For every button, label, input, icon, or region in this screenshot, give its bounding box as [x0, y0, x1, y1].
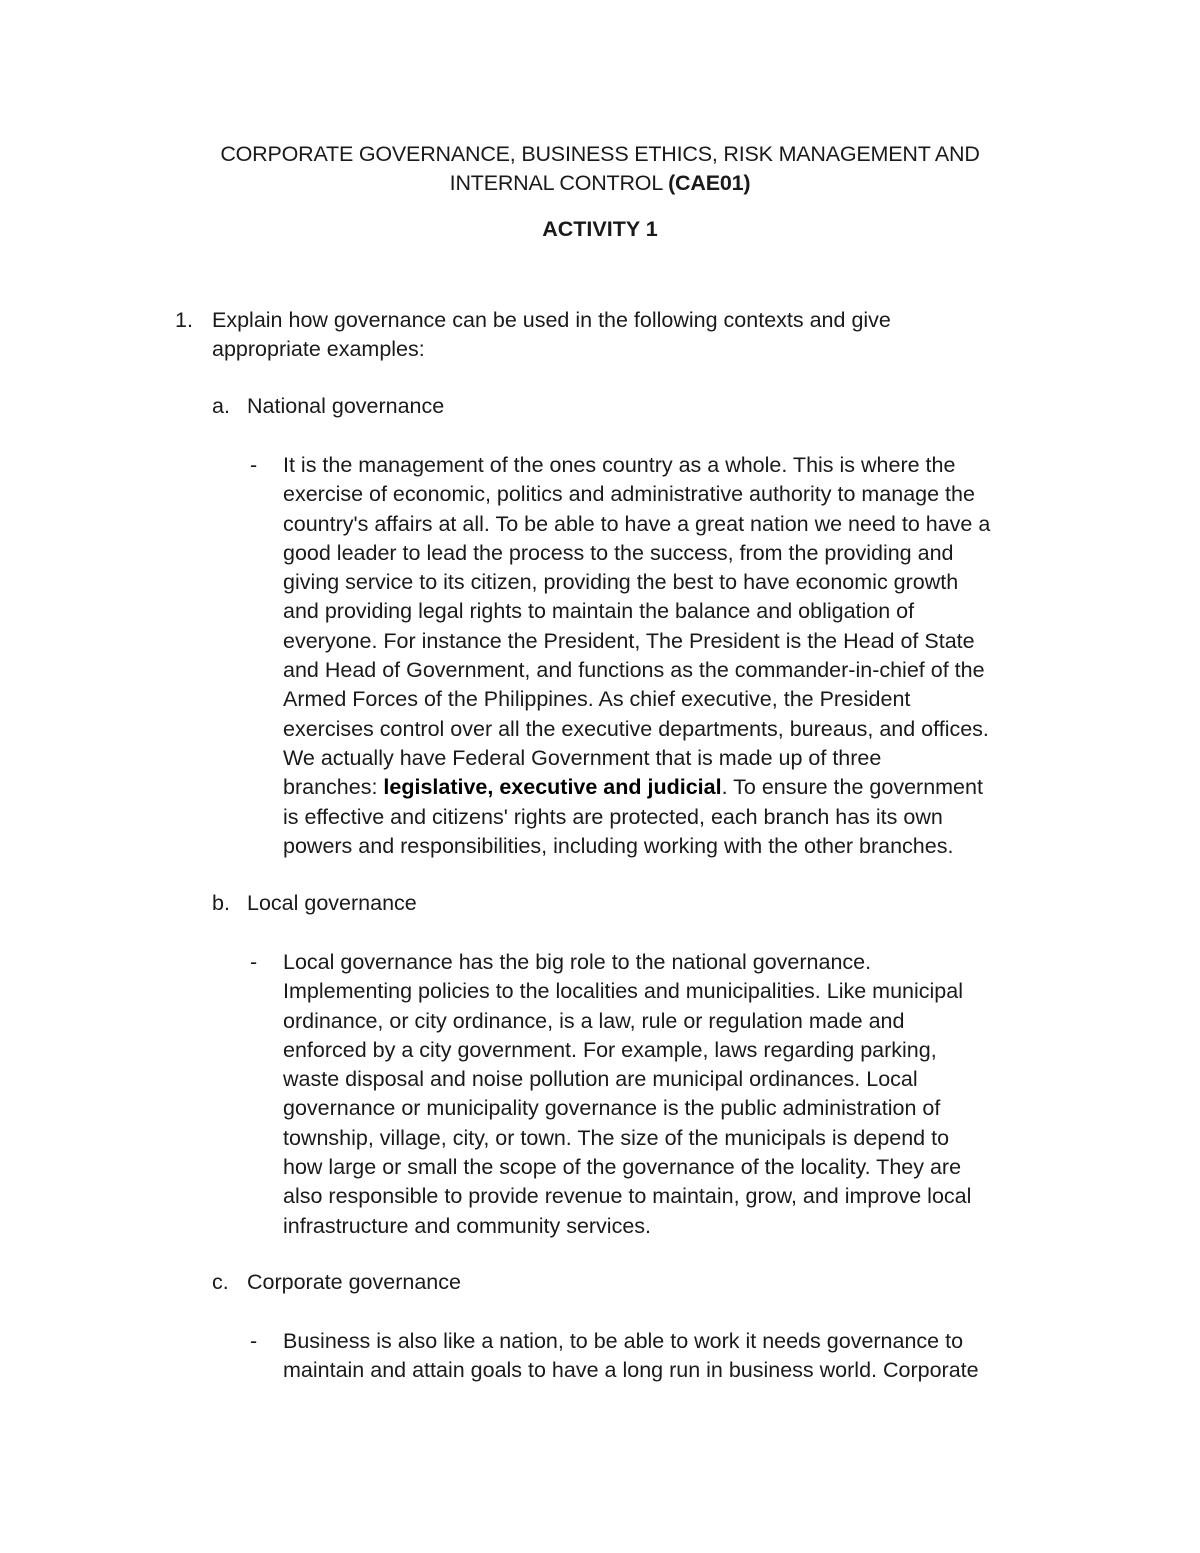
paragraph-line: good leader to lead the process to the success, from the providing and	[283, 540, 954, 565]
paragraph-line-branches	[283, 773, 1073, 802]
paragraph-line: country's affairs at all. To be able to have a great nation we need to have a	[283, 511, 991, 536]
paragraph-line: Business is also like a nation, to be able to work it needs governance to	[283, 1329, 964, 1353]
paragraph-line: powers and responsibilities, including working with the other branches.	[283, 833, 954, 858]
paragraph-line: maintain and attain goals to have a long run in business world. Corporate	[283, 1358, 979, 1383]
question-line-2: appropriate examples:	[212, 337, 425, 362]
paragraph-line: exercise of economic, politics and administrative authority to manage the	[283, 482, 975, 507]
paragraph-line: is effective and citizens' rights are protected, each branch has its own	[283, 804, 943, 829]
title-line-1: CORPORATE GOVERNANCE, BUSINESS ETHICS, RISK MANAGEMENT AND	[220, 142, 980, 166]
section-c-marker: c.	[212, 1270, 229, 1294]
paragraph-line: Armed Forces of the Philippines. As chief executive, the President	[283, 687, 911, 712]
paragraph-line: It is the management of the ones country as a whole. This is where the	[283, 453, 956, 477]
paragraph-line: infrastructure and community services.	[283, 1213, 652, 1238]
branches-prefix: branches:	[283, 775, 384, 800]
paragraph-line: Implementing policies to the localities and municipalities. Like municipal	[283, 979, 963, 1004]
section-a-marker: a.	[212, 394, 230, 418]
paragraph-line: waste disposal and noise pollution are municipal ordinances. Local	[283, 1067, 918, 1092]
section-a-dash: -	[250, 453, 258, 477]
title-line-2: INTERNAL CONTROL	[449, 171, 669, 195]
section-a-paragraph	[283, 451, 1073, 861]
paragraph-line: Local governance has the big role to the national governance.	[283, 950, 872, 974]
paragraph-line: everyone. For instance the President, The President is the Head of State	[283, 628, 975, 653]
paragraph-line: ordinance, or city ordinance, is a law, rule or regulation made and	[283, 1008, 905, 1033]
paragraph-line: governance or municipality governance is the public administration of	[283, 1096, 941, 1121]
paragraph-line: We actually have Federal Government that is made up of three	[283, 745, 882, 770]
branches-suffix: . To ensure the government	[721, 775, 983, 800]
section-c-dash: -	[250, 1329, 258, 1353]
section-c-paragraph	[283, 1327, 1073, 1386]
document-title	[0, 140, 1200, 198]
question-line-1: Explain how governance can be used in the following contexts and give	[212, 308, 891, 332]
paragraph-line: and Head of Government, and functions as the commander-in-chief of the	[283, 658, 985, 683]
paragraph-line: also responsible to provide revenue to maintain, grow, and improve local	[283, 1184, 972, 1209]
section-b-paragraph	[283, 948, 1073, 1241]
paragraph-line: township, village, city, or town. The size of the municipals is depend to	[283, 1125, 950, 1150]
paragraph-line: giving service to its citizen, providing the best to have economic growth	[283, 570, 959, 595]
section-b-title: Local governance	[247, 891, 417, 915]
question-text	[212, 306, 1012, 365]
section-c-title: Corporate governance	[247, 1270, 461, 1294]
paragraph-line: how large or small the scope of the governance of the locality. They are	[283, 1155, 962, 1180]
paragraph-line: exercises control over all the executive departments, bureaus, and offices.	[283, 716, 989, 741]
activity-heading: ACTIVITY 1	[542, 217, 658, 241]
paragraph-line: enforced by a city government. For example, laws regarding parking,	[283, 1037, 937, 1062]
question-number: 1.	[175, 308, 193, 332]
branches-bold: legislative, executive and judicial	[383, 775, 722, 800]
course-code: (CAE01)	[668, 171, 751, 195]
section-b-dash: -	[250, 950, 258, 974]
paragraph-line: and providing legal rights to maintain the balance and obligation of	[283, 599, 915, 624]
section-b-marker: b.	[212, 891, 230, 915]
section-a-title: National governance	[247, 394, 445, 418]
